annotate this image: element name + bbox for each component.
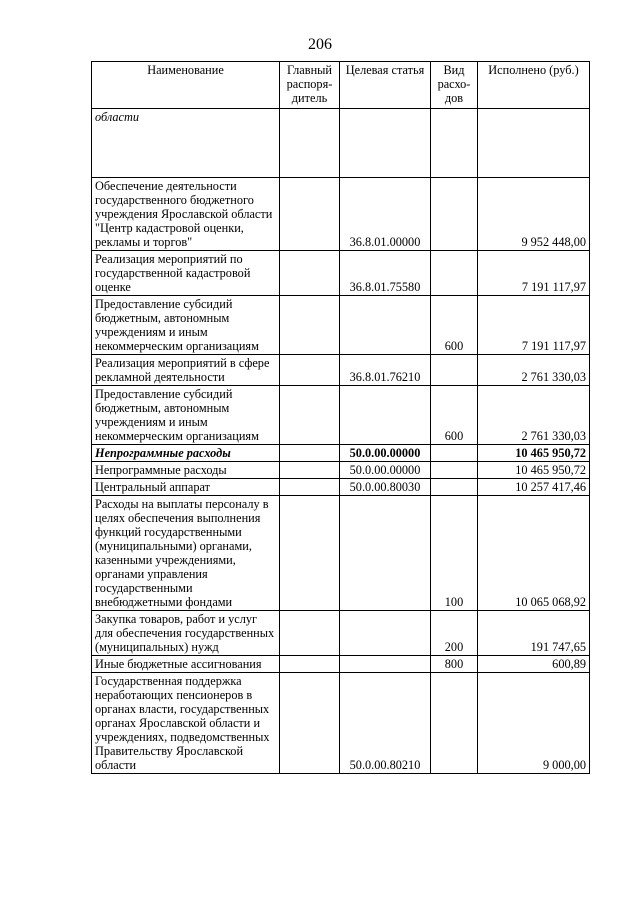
- cell-name: Непрограммные расходы: [92, 462, 280, 479]
- cell-type: 200: [431, 611, 478, 656]
- cell-admin: [280, 296, 340, 355]
- cell-type: 600: [431, 296, 478, 355]
- cell-name: Расходы на выплаты персоналу в целях обеспечения выполнения функций государственными (муниципальными) органами, казенными учреждениями, органами управления государственными внебюджетными фондами: [92, 496, 280, 611]
- cell-amount: 10 465 950,72: [478, 445, 590, 462]
- table-row: [92, 462, 590, 479]
- section-label: области: [92, 109, 280, 178]
- table-row: [92, 611, 590, 656]
- page-number: 206: [308, 36, 332, 53]
- cell-code: 50.0.00.80210: [340, 673, 431, 774]
- table-row: [92, 251, 590, 296]
- section-row: [92, 109, 590, 178]
- cell-name: Предоставление субсидий бюджетным, автономным учреждениям и иным некоммерческим организациям: [92, 386, 280, 445]
- cell-amount: 2 761 330,03: [478, 386, 590, 445]
- table-row: [92, 445, 590, 462]
- table-row: [92, 386, 590, 445]
- table-body: [92, 109, 590, 774]
- cell-type: [431, 178, 478, 251]
- header-name: Наименование: [92, 62, 280, 109]
- cell-admin: [280, 479, 340, 496]
- header-amount: Исполнено (руб.): [478, 62, 590, 109]
- cell-name: Непрограммные расходы: [92, 445, 280, 462]
- cell-code: 50.0.00.80030: [340, 479, 431, 496]
- cell-amount: 9 000,00: [478, 673, 590, 774]
- cell-amount: 191 747,65: [478, 611, 590, 656]
- table-row: [92, 355, 590, 386]
- cell-amount: 600,89: [478, 656, 590, 673]
- table-row: [92, 673, 590, 774]
- cell-admin: [280, 611, 340, 656]
- header-type: Вид расхо-дов: [431, 62, 478, 109]
- cell-name: Реализация мероприятий по государственной кадастровой оценке: [92, 251, 280, 296]
- table-row: [92, 479, 590, 496]
- cell-type: [431, 479, 478, 496]
- cell-name: Реализация мероприятий в сфере рекламной деятельности: [92, 355, 280, 386]
- cell-admin: [280, 178, 340, 251]
- cell-name: Иные бюджетные ассигнования: [92, 656, 280, 673]
- cell-amount: 10 257 417,46: [478, 479, 590, 496]
- cell-type: [431, 673, 478, 774]
- cell-type: [431, 109, 478, 178]
- table-row: [92, 296, 590, 355]
- cell-admin: [280, 496, 340, 611]
- cell-amount: 2 761 330,03: [478, 355, 590, 386]
- header-code: Целевая статья: [340, 62, 431, 109]
- cell-type: 100: [431, 496, 478, 611]
- cell-admin: [280, 355, 340, 386]
- cell-name: Государственная поддержка неработающих пенсионеров в органах власти, государственных органах Ярославской области и учреждениях, подведомственных Правительству Ярославской области: [92, 673, 280, 774]
- cell-type: [431, 445, 478, 462]
- budget-table: [91, 61, 590, 774]
- cell-admin: [280, 386, 340, 445]
- cell-code: 36.8.01.76210: [340, 355, 431, 386]
- cell-type: [431, 251, 478, 296]
- cell-type: 600: [431, 386, 478, 445]
- cell-type: [431, 462, 478, 479]
- cell-code: 36.8.01.00000: [340, 178, 431, 251]
- cell-admin: [280, 109, 340, 178]
- cell-code: [340, 496, 431, 611]
- table-row: [92, 496, 590, 611]
- cell-code: 50.0.00.00000: [340, 462, 431, 479]
- cell-code: [340, 386, 431, 445]
- cell-amount: 10 065 068,92: [478, 496, 590, 611]
- table-row: [92, 178, 590, 251]
- cell-name: Центральный аппарат: [92, 479, 280, 496]
- cell-amount: [478, 109, 590, 178]
- cell-admin: [280, 445, 340, 462]
- table-row: [92, 656, 590, 673]
- cell-name: Обеспечение деятельности государственного бюджетного учреждения Ярославской области "Центр кадастровой оценки, рекламы и торгов": [92, 178, 280, 251]
- cell-type: [431, 355, 478, 386]
- header-admin: Главный распоря-дитель: [280, 62, 340, 109]
- cell-amount: 7 191 117,97: [478, 296, 590, 355]
- cell-name: Предоставление субсидий бюджетным, автономным учреждениям и иным некоммерческим организациям: [92, 296, 280, 355]
- cell-code: 50.0.00.00000: [340, 445, 431, 462]
- cell-code: [340, 109, 431, 178]
- cell-admin: [280, 251, 340, 296]
- table-header-row: [92, 62, 590, 109]
- cell-admin: [280, 673, 340, 774]
- cell-admin: [280, 462, 340, 479]
- cell-admin: [280, 656, 340, 673]
- cell-name: Закупка товаров, работ и услуг для обеспечения государственных (муниципальных) нужд: [92, 611, 280, 656]
- cell-code: [340, 611, 431, 656]
- cell-type: 800: [431, 656, 478, 673]
- cell-amount: 9 952 448,00: [478, 178, 590, 251]
- cell-code: [340, 656, 431, 673]
- cell-code: [340, 296, 431, 355]
- cell-code: 36.8.01.75580: [340, 251, 431, 296]
- cell-amount: 7 191 117,97: [478, 251, 590, 296]
- cell-amount: 10 465 950,72: [478, 462, 590, 479]
